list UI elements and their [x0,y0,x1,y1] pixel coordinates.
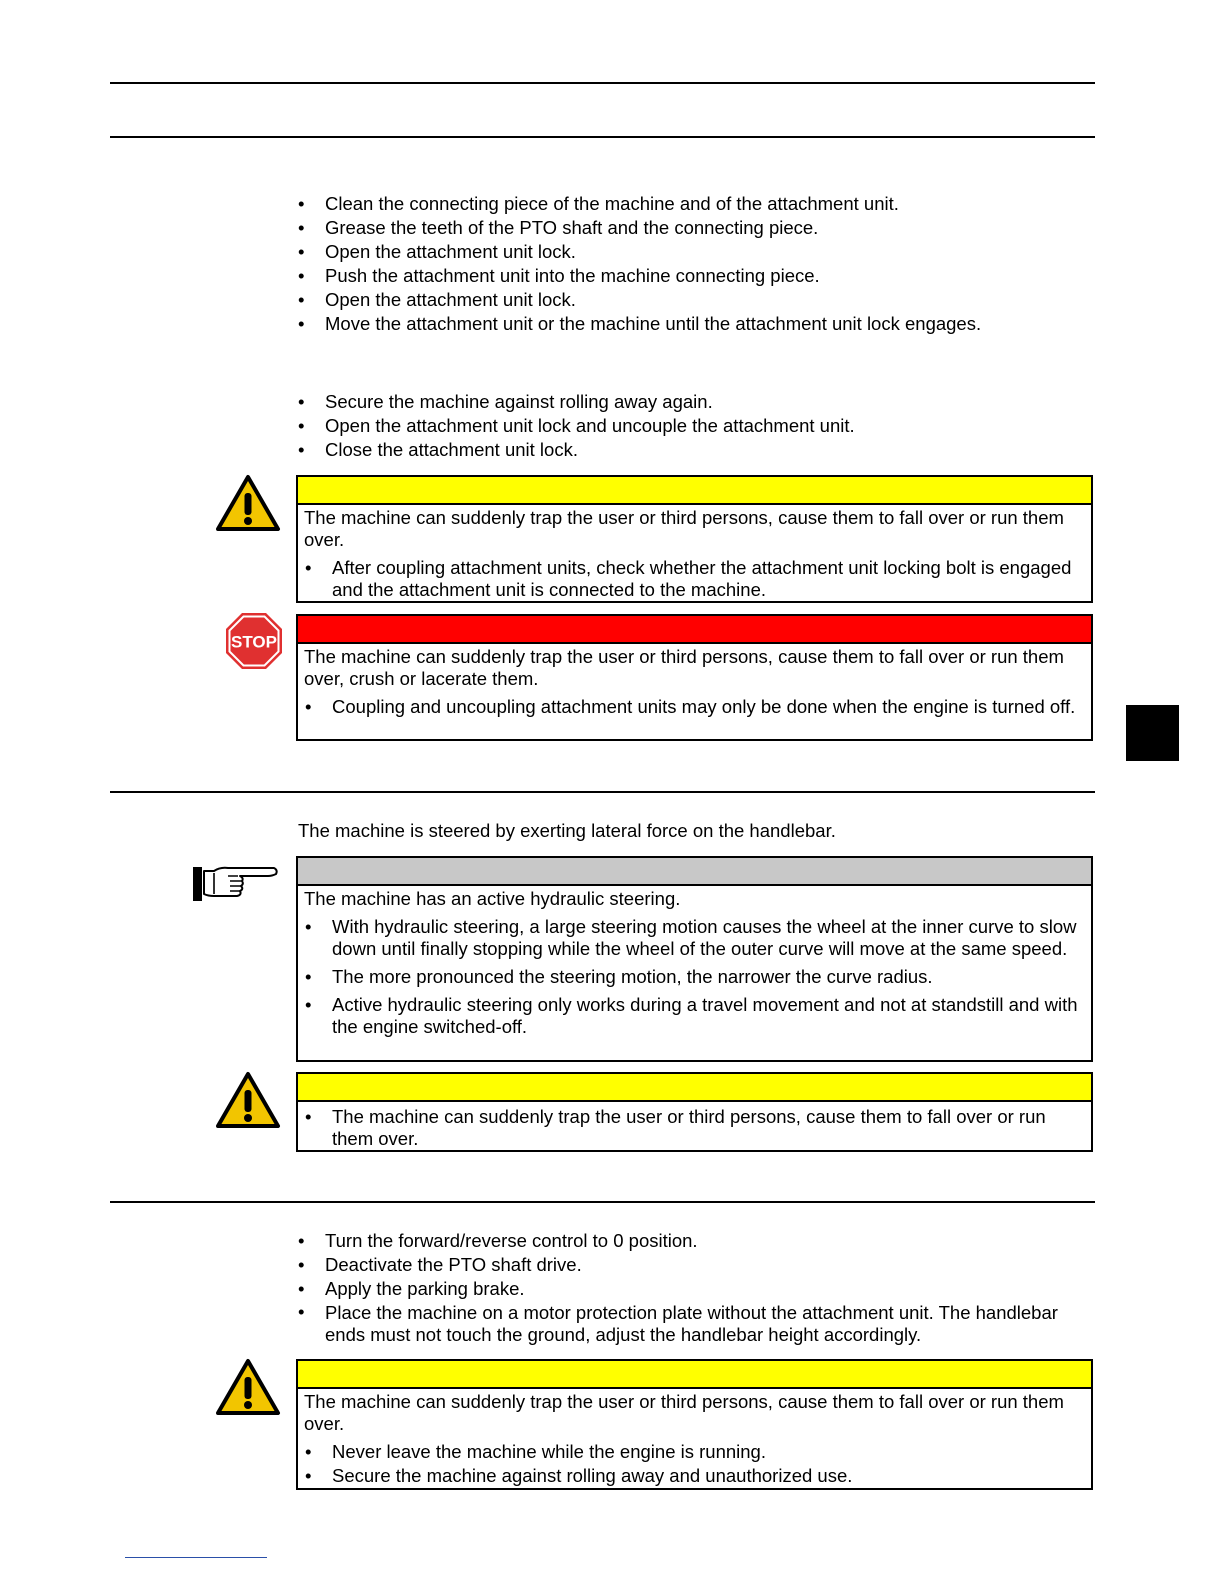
note-box-steering [296,856,1093,1062]
list-item: • Open the attachment unit lock and uncouple the attachment unit. [298,414,855,438]
list-item: • Secure the machine against rolling away again. [298,390,855,414]
note-bullet: • The more pronounced the steering motion, the narrower the curve radius. [304,966,1085,988]
note-bullet: • With hydraulic steering, a large steering motion causes the wheel at the inner curve to slow down until finally stopping while the wheel of the outer curve will move at the same speed. [304,916,1085,960]
list-item: • Apply the parking brake. [298,1277,1078,1301]
note-bullet: • Active hydraulic steering only works during a travel movement and not at standstill and with the engine switched-off. [304,994,1085,1038]
steering-intro: The machine is steered by exerting lateral force on the handlebar. [298,820,836,841]
warning-triangle-icon [215,474,281,532]
list-item: • Turn the forward/reverse control to 0 position. [298,1229,1078,1253]
list-item: • Open the attachment unit lock. [298,288,981,312]
warning-bullet: • The machine can suddenly trap the user or third persons, cause them to fall over or run them over. [304,1106,1085,1150]
stop-sign-icon [225,612,283,670]
list-item: • Clean the connecting piece of the machine and of the attachment unit. [298,192,981,216]
warning-bullet: • Secure the machine against rolling away and unauthorized use. [304,1465,1085,1487]
list-item: • Close the attachment unit lock. [298,438,855,462]
coupling-steps-list [298,192,981,336]
parking-steps-list [298,1229,1078,1346]
warning-triangle-icon [215,1071,281,1129]
danger-text: The machine can suddenly trap the user or third persons, cause them to fall over or run them over, crush or lacerate them. [304,646,1064,689]
uncoupling-steps-list [298,390,855,462]
section-rule-parking [110,1201,1095,1203]
header-rule-top [110,82,1095,84]
danger-header-bar [298,616,1091,644]
warning-text: The machine can suddenly trap the user or third persons, cause them to fall over or run them over. [304,1391,1064,1434]
danger-box-coupling [296,614,1093,741]
warning-bullet: • Never leave the machine while the engine is running. [304,1441,1085,1463]
section-rule-steering [110,791,1095,793]
warning-box-steering [296,1072,1093,1152]
danger-bullet: • Coupling and uncoupling attachment units may only be done when the engine is turned off. [304,696,1085,718]
list-item: • Place the machine on a motor protection plate without the attachment unit. The handlebar ends must not touch the ground, adjust the handlebar height accordingly. [298,1301,1078,1346]
list-item: • Deactivate the PTO shaft drive. [298,1253,1078,1277]
list-item: • Grease the teeth of the PTO shaft and the connecting piece. [298,216,981,240]
chapter-tab [1126,705,1179,761]
header-rule-bottom [110,136,1095,138]
footer-link-line [125,1557,267,1558]
list-item: • Open the attachment unit lock. [298,240,981,264]
warning-header-bar [298,1361,1091,1389]
warning-box-coupling [296,475,1093,603]
warning-triangle-icon [215,1358,281,1416]
note-header-bar [298,858,1091,886]
warning-text: The machine can suddenly trap the user or third persons, cause them to fall over or run them over. [304,507,1064,550]
note-text: The machine has an active hydraulic steering. [304,888,681,909]
pointing-hand-icon [192,864,280,904]
warning-header-bar [298,477,1091,505]
list-item: • Push the attachment unit into the machine connecting piece. [298,264,981,288]
warning-bullet: • After coupling attachment units, check whether the attachment unit locking bolt is engaged and the attachment unit is connected to the machine. [304,557,1085,601]
warning-header-bar [298,1074,1091,1102]
list-item: • Move the attachment unit or the machine until the attachment unit lock engages. [298,312,981,336]
warning-box-parking [296,1359,1093,1490]
stop-sign-label: STOP [231,632,277,652]
